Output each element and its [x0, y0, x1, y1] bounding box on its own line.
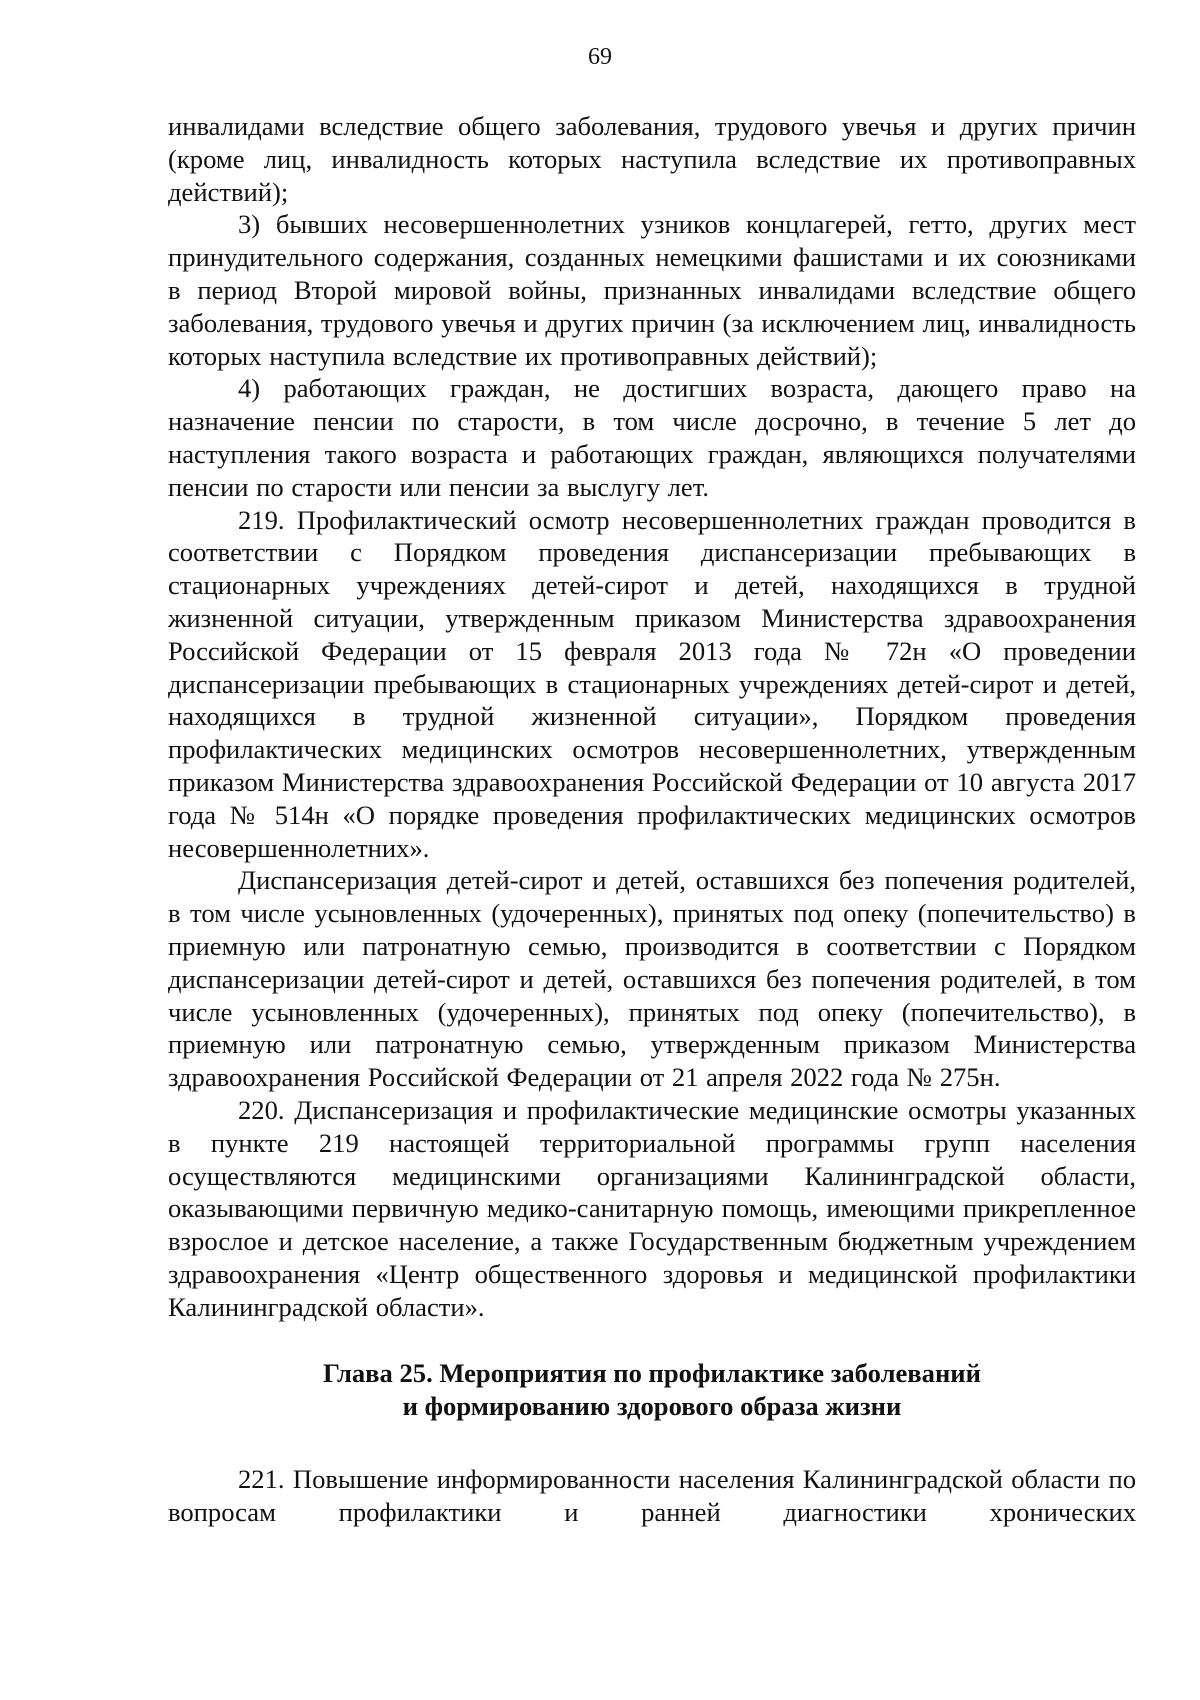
document-body — [168, 110, 1136, 1529]
paragraph-item-4: 4) работающих граждан, не достигших возраста, дающего право на назначение пенсии по старости, в том числе досрочно, в течение 5 лет до наступления такого возраста и работающих граждан, являющихся получателями пенсии по старости или пенсии за выслугу лет. — [168, 373, 1136, 502]
paragraph-220: 220. Диспансеризация и профилактические медицинские осмотры указанных в пункте 219 настоящей территориальной программы групп населения осуществляются медицинскими организациями Калининградской области, оказывающими первичную медико-санитарную помощь, имеющими прикрепленное взрослое и детское население, а также Государственным бюджетным учреждением здравоохранения «Центр общественного здоровья и медицинской профилактики Калининградской области». — [168, 1094, 1136, 1322]
paragraph-continuation: инвалидами вследствие общего заболевания, трудового увечья и других причин (кроме лиц, инвалидность которых наступила вследствие их противоправных действий); — [168, 111, 1136, 207]
paragraph-dispensary-orphans: Диспансеризация детей-сирот и детей, оставшихся без попечения родителей, в том числе усыновленных (удочеренных), принятых под опеку (попечительство) в приемную или патронатную семью, производится в соответствии с Порядком диспансеризации детей-сирот и детей, оставшихся без попечения родителей, в том числе усыновленных (удочеренных), принятых под опеку (попечительство), в приемную или патронатную семью, утвержденным приказом Министерства здравоохранения Российской Федерации от 21 апреля 2022 года № 275н. — [168, 865, 1136, 1093]
chapter-heading-line-2: и формированию здорового образа жизни — [402, 1391, 902, 1422]
chapter-heading — [168, 1357, 1136, 1423]
page-number: 69 — [588, 44, 612, 70]
paragraph-item-3: 3) бывших несовершеннолетних узников концлагерей, гетто, других мест принудительного содержания, созданных немецкими фашистами и их союзниками в период Второй мировой войны, признанных инвалидами вследствие общего заболевания, трудового увечья и других причин (за исключением лиц, инвалидность которых наступила вследствие их противоправных действий); — [168, 209, 1136, 371]
chapter-heading-line-1: Глава 25. Мероприятия по профилактике заболеваний — [323, 1358, 981, 1389]
paragraph-221: 221. Повышение информированности населения Калининградской области по вопросам профилактики и ранней диагностики хронических — [168, 1464, 1136, 1528]
paragraph-219: 219. Профилактический осмотр несовершеннолетних граждан проводится в соответствии с Порядком проведения диспансеризации пребывающих в стационарных учреждениях детей-сирот и детей, находящихся в трудной жизненной ситуации, утвержденным приказом Министерства здравоохранения Российской Федерации от 15 февраля 2013 года № 72н «О проведении диспансеризации пребывающих в стационарных учреждениях детей-сирот и детей, находящихся в трудной жизненной ситуации», Порядком проведения профилактических медицинских осмотров несовершеннолетних, утвержденным приказом Министерства здравоохранения Российской Федерации от 10 августа 2017 года № 514н «О порядке проведения профилактических медицинских осмотров несовершеннолетних». — [168, 504, 1136, 863]
